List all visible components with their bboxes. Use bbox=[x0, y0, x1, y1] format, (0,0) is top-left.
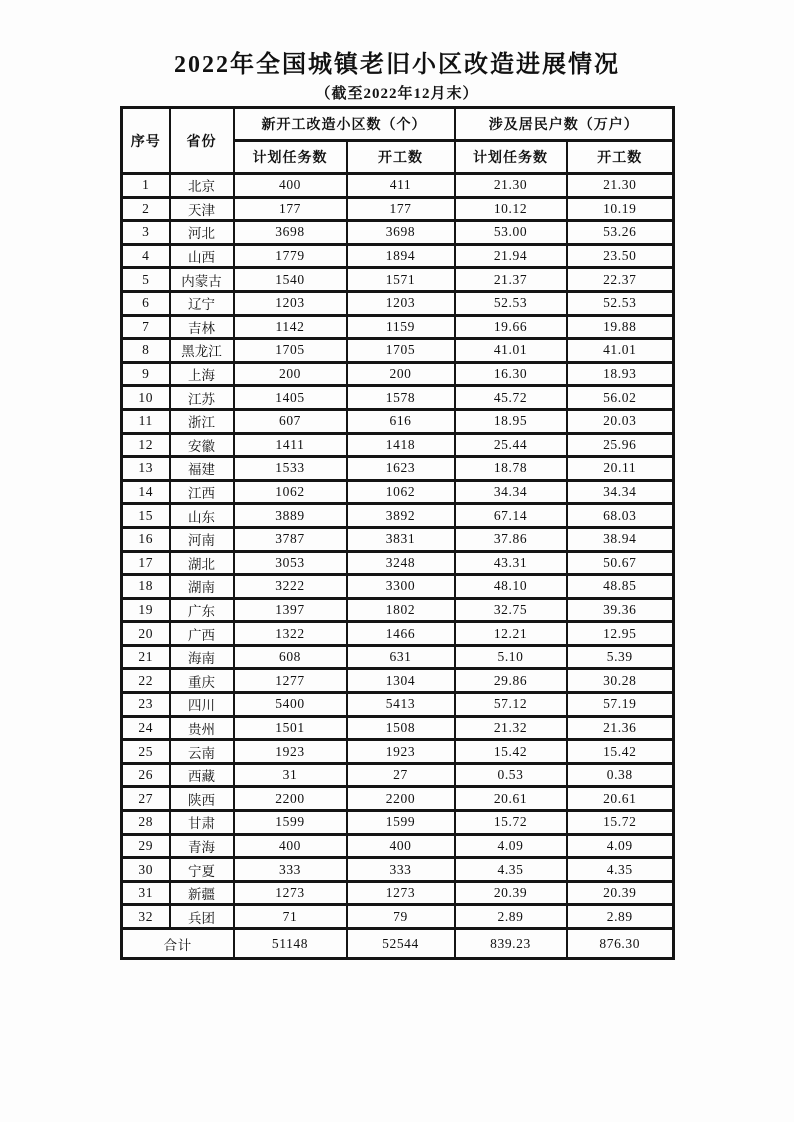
table-row bbox=[122, 834, 674, 858]
table-row bbox=[122, 740, 674, 764]
table-row bbox=[122, 787, 674, 811]
started-districts-value: 2200 bbox=[347, 787, 455, 811]
table-footer bbox=[122, 929, 674, 959]
province-name: 陕西 bbox=[170, 787, 234, 811]
started-districts-value: 1578 bbox=[347, 386, 455, 410]
province-name: 四川 bbox=[170, 693, 234, 717]
table-row bbox=[122, 268, 674, 292]
started-districts-value: 3248 bbox=[347, 551, 455, 575]
started-households-value: 30.28 bbox=[567, 669, 674, 693]
planned-households-value: 21.94 bbox=[455, 244, 567, 268]
table-row bbox=[122, 315, 674, 339]
started-households-value: 0.38 bbox=[567, 763, 674, 787]
planned-households-value: 20.39 bbox=[455, 881, 567, 905]
planned-households-value: 41.01 bbox=[455, 339, 567, 363]
started-districts-value: 200 bbox=[347, 362, 455, 386]
started-households-value: 39.36 bbox=[567, 598, 674, 622]
planned-households-value: 52.53 bbox=[455, 291, 567, 315]
planned-districts-value: 1273 bbox=[234, 881, 347, 905]
planned-districts-value: 1501 bbox=[234, 716, 347, 740]
started-districts-value: 177 bbox=[347, 197, 455, 221]
started-districts-value: 1599 bbox=[347, 811, 455, 835]
started-households-value: 10.19 bbox=[567, 197, 674, 221]
started-households-value: 68.03 bbox=[567, 504, 674, 528]
row-number: 18 bbox=[122, 575, 170, 599]
row-number: 20 bbox=[122, 622, 170, 646]
row-number: 4 bbox=[122, 244, 170, 268]
started-households-value: 19.88 bbox=[567, 315, 674, 339]
started-households-value: 34.34 bbox=[567, 480, 674, 504]
planned-districts-value: 5400 bbox=[234, 693, 347, 717]
started-households-value: 2.89 bbox=[567, 905, 674, 929]
planned-districts-value: 3698 bbox=[234, 221, 347, 245]
started-households-value: 52.53 bbox=[567, 291, 674, 315]
province-name: 山东 bbox=[170, 504, 234, 528]
planned-households-value: 32.75 bbox=[455, 598, 567, 622]
col-header-started-districts: 开工数 bbox=[347, 141, 455, 174]
row-number: 11 bbox=[122, 409, 170, 433]
started-households-value: 57.19 bbox=[567, 693, 674, 717]
row-number: 25 bbox=[122, 740, 170, 764]
table-row bbox=[122, 386, 674, 410]
province-name: 重庆 bbox=[170, 669, 234, 693]
row-number: 5 bbox=[122, 268, 170, 292]
started-districts-value: 1802 bbox=[347, 598, 455, 622]
started-households-value: 18.93 bbox=[567, 362, 674, 386]
row-number: 16 bbox=[122, 527, 170, 551]
started-districts-value: 1418 bbox=[347, 433, 455, 457]
started-districts-value: 1203 bbox=[347, 291, 455, 315]
started-households-value: 53.26 bbox=[567, 221, 674, 245]
started-districts-value: 1571 bbox=[347, 268, 455, 292]
planned-households-value: 45.72 bbox=[455, 386, 567, 410]
started-households-value: 15.72 bbox=[567, 811, 674, 835]
planned-districts-value: 1322 bbox=[234, 622, 347, 646]
row-number: 17 bbox=[122, 551, 170, 575]
started-households-value: 38.94 bbox=[567, 527, 674, 551]
planned-districts-value: 1540 bbox=[234, 268, 347, 292]
province-name: 浙江 bbox=[170, 409, 234, 433]
col-header-planned-households: 计划任务数 bbox=[455, 141, 567, 174]
planned-districts-value: 3889 bbox=[234, 504, 347, 528]
started-households-value: 22.37 bbox=[567, 268, 674, 292]
started-districts-value: 333 bbox=[347, 858, 455, 882]
planned-districts-value: 1277 bbox=[234, 669, 347, 693]
planned-households-value: 5.10 bbox=[455, 645, 567, 669]
table-row bbox=[122, 362, 674, 386]
row-number: 12 bbox=[122, 433, 170, 457]
table-row bbox=[122, 693, 674, 717]
started-districts-value: 400 bbox=[347, 834, 455, 858]
started-households-value: 15.42 bbox=[567, 740, 674, 764]
col-header-province: 省份 bbox=[170, 108, 234, 174]
planned-households-value: 21.37 bbox=[455, 268, 567, 292]
total-started-households: 876.30 bbox=[567, 929, 674, 959]
planned-districts-value: 1411 bbox=[234, 433, 347, 457]
planned-districts-value: 1062 bbox=[234, 480, 347, 504]
planned-households-value: 4.35 bbox=[455, 858, 567, 882]
row-number: 9 bbox=[122, 362, 170, 386]
started-districts-value: 3831 bbox=[347, 527, 455, 551]
planned-households-value: 43.31 bbox=[455, 551, 567, 575]
table-row bbox=[122, 622, 674, 646]
started-households-value: 21.30 bbox=[567, 174, 674, 198]
started-districts-value: 1923 bbox=[347, 740, 455, 764]
table-row bbox=[122, 244, 674, 268]
started-districts-value: 1273 bbox=[347, 881, 455, 905]
total-started-districts: 52544 bbox=[347, 929, 455, 959]
planned-districts-value: 1923 bbox=[234, 740, 347, 764]
row-number: 15 bbox=[122, 504, 170, 528]
total-planned-districts: 51148 bbox=[234, 929, 347, 959]
total-row bbox=[122, 929, 674, 959]
planned-districts-value: 71 bbox=[234, 905, 347, 929]
province-name: 河北 bbox=[170, 221, 234, 245]
started-districts-value: 1508 bbox=[347, 716, 455, 740]
province-name: 宁夏 bbox=[170, 858, 234, 882]
row-number: 10 bbox=[122, 386, 170, 410]
province-name: 贵州 bbox=[170, 716, 234, 740]
started-households-value: 4.35 bbox=[567, 858, 674, 882]
table-row bbox=[122, 291, 674, 315]
province-name: 黑龙江 bbox=[170, 339, 234, 363]
province-name: 山西 bbox=[170, 244, 234, 268]
started-households-value: 50.67 bbox=[567, 551, 674, 575]
table-body bbox=[122, 174, 674, 929]
planned-districts-value: 607 bbox=[234, 409, 347, 433]
col-header-started-households: 开工数 bbox=[567, 141, 674, 174]
row-number: 31 bbox=[122, 881, 170, 905]
planned-households-value: 21.32 bbox=[455, 716, 567, 740]
planned-households-value: 48.10 bbox=[455, 575, 567, 599]
table-row bbox=[122, 221, 674, 245]
planned-households-value: 15.72 bbox=[455, 811, 567, 835]
started-districts-value: 1623 bbox=[347, 457, 455, 481]
planned-districts-value: 3222 bbox=[234, 575, 347, 599]
row-number: 29 bbox=[122, 834, 170, 858]
started-households-value: 20.39 bbox=[567, 881, 674, 905]
province-name: 兵团 bbox=[170, 905, 234, 929]
started-districts-value: 1466 bbox=[347, 622, 455, 646]
row-number: 21 bbox=[122, 645, 170, 669]
planned-districts-value: 3053 bbox=[234, 551, 347, 575]
planned-households-value: 10.12 bbox=[455, 197, 567, 221]
province-name: 天津 bbox=[170, 197, 234, 221]
table-row bbox=[122, 457, 674, 481]
province-name: 内蒙古 bbox=[170, 268, 234, 292]
page-subtitle: （截至2022年12月末） bbox=[315, 86, 479, 102]
started-districts-value: 79 bbox=[347, 905, 455, 929]
started-districts-value: 1062 bbox=[347, 480, 455, 504]
province-name: 湖南 bbox=[170, 575, 234, 599]
started-districts-value: 5413 bbox=[347, 693, 455, 717]
row-number: 27 bbox=[122, 787, 170, 811]
planned-households-value: 2.89 bbox=[455, 905, 567, 929]
planned-households-value: 15.42 bbox=[455, 740, 567, 764]
table-row bbox=[122, 645, 674, 669]
planned-households-value: 0.53 bbox=[455, 763, 567, 787]
planned-districts-value: 1142 bbox=[234, 315, 347, 339]
table-row bbox=[122, 197, 674, 221]
planned-households-value: 12.21 bbox=[455, 622, 567, 646]
started-districts-value: 1159 bbox=[347, 315, 455, 339]
planned-households-value: 53.00 bbox=[455, 221, 567, 245]
planned-districts-value: 1599 bbox=[234, 811, 347, 835]
table-row bbox=[122, 763, 674, 787]
row-number: 3 bbox=[122, 221, 170, 245]
province-name: 安徽 bbox=[170, 433, 234, 457]
planned-districts-value: 333 bbox=[234, 858, 347, 882]
province-name: 湖北 bbox=[170, 551, 234, 575]
planned-households-value: 25.44 bbox=[455, 433, 567, 457]
started-households-value: 25.96 bbox=[567, 433, 674, 457]
table-row bbox=[122, 433, 674, 457]
planned-districts-value: 1397 bbox=[234, 598, 347, 622]
planned-districts-value: 1533 bbox=[234, 457, 347, 481]
started-districts-value: 411 bbox=[347, 174, 455, 198]
started-households-value: 41.01 bbox=[567, 339, 674, 363]
started-households-value: 12.95 bbox=[567, 622, 674, 646]
table-row bbox=[122, 174, 674, 198]
started-households-value: 5.39 bbox=[567, 645, 674, 669]
planned-households-value: 4.09 bbox=[455, 834, 567, 858]
table-row bbox=[122, 716, 674, 740]
row-number: 19 bbox=[122, 598, 170, 622]
page-title: 2022年全国城镇老旧小区改造进展情况 bbox=[174, 52, 620, 78]
planned-households-value: 19.66 bbox=[455, 315, 567, 339]
province-name: 青海 bbox=[170, 834, 234, 858]
started-districts-value: 616 bbox=[347, 409, 455, 433]
row-number: 22 bbox=[122, 669, 170, 693]
province-name: 广西 bbox=[170, 622, 234, 646]
started-districts-value: 27 bbox=[347, 763, 455, 787]
province-name: 西藏 bbox=[170, 763, 234, 787]
col-header-group-households: 涉及居民户数（万户） bbox=[455, 108, 674, 141]
province-name: 甘肃 bbox=[170, 811, 234, 835]
row-number: 2 bbox=[122, 197, 170, 221]
row-number: 24 bbox=[122, 716, 170, 740]
province-name: 福建 bbox=[170, 457, 234, 481]
renovation-progress-table bbox=[120, 106, 675, 960]
table-row bbox=[122, 858, 674, 882]
planned-households-value: 37.86 bbox=[455, 527, 567, 551]
row-number: 8 bbox=[122, 339, 170, 363]
planned-districts-value: 3787 bbox=[234, 527, 347, 551]
header-row-groups bbox=[122, 108, 674, 141]
started-households-value: 23.50 bbox=[567, 244, 674, 268]
started-households-value: 21.36 bbox=[567, 716, 674, 740]
table-row bbox=[122, 409, 674, 433]
province-name: 上海 bbox=[170, 362, 234, 386]
started-districts-value: 1894 bbox=[347, 244, 455, 268]
col-header-group-new-districts: 新开工改造小区数（个） bbox=[234, 108, 455, 141]
planned-districts-value: 1705 bbox=[234, 339, 347, 363]
table-row bbox=[122, 575, 674, 599]
started-households-value: 56.02 bbox=[567, 386, 674, 410]
total-label: 合计 bbox=[122, 929, 234, 959]
table-row bbox=[122, 339, 674, 363]
table-row bbox=[122, 598, 674, 622]
province-name: 吉林 bbox=[170, 315, 234, 339]
planned-households-value: 21.30 bbox=[455, 174, 567, 198]
table-row bbox=[122, 905, 674, 929]
planned-districts-value: 1779 bbox=[234, 244, 347, 268]
planned-households-value: 20.61 bbox=[455, 787, 567, 811]
started-households-value: 48.85 bbox=[567, 575, 674, 599]
started-districts-value: 1304 bbox=[347, 669, 455, 693]
row-number: 32 bbox=[122, 905, 170, 929]
table-row bbox=[122, 480, 674, 504]
started-households-value: 20.61 bbox=[567, 787, 674, 811]
row-number: 6 bbox=[122, 291, 170, 315]
province-name: 北京 bbox=[170, 174, 234, 198]
planned-districts-value: 177 bbox=[234, 197, 347, 221]
planned-households-value: 29.86 bbox=[455, 669, 567, 693]
total-planned-households: 839.23 bbox=[455, 929, 567, 959]
row-number: 30 bbox=[122, 858, 170, 882]
planned-districts-value: 400 bbox=[234, 834, 347, 858]
province-name: 广东 bbox=[170, 598, 234, 622]
table-row bbox=[122, 504, 674, 528]
started-districts-value: 1705 bbox=[347, 339, 455, 363]
row-number: 14 bbox=[122, 480, 170, 504]
started-districts-value: 3892 bbox=[347, 504, 455, 528]
col-header-index: 序号 bbox=[122, 108, 170, 174]
planned-households-value: 18.78 bbox=[455, 457, 567, 481]
planned-households-value: 18.95 bbox=[455, 409, 567, 433]
row-number: 26 bbox=[122, 763, 170, 787]
table-header bbox=[122, 108, 674, 174]
row-number: 7 bbox=[122, 315, 170, 339]
row-number: 28 bbox=[122, 811, 170, 835]
planned-districts-value: 2200 bbox=[234, 787, 347, 811]
planned-households-value: 67.14 bbox=[455, 504, 567, 528]
province-name: 江西 bbox=[170, 480, 234, 504]
started-households-value: 20.11 bbox=[567, 457, 674, 481]
province-name: 云南 bbox=[170, 740, 234, 764]
planned-districts-value: 200 bbox=[234, 362, 347, 386]
planned-households-value: 16.30 bbox=[455, 362, 567, 386]
planned-districts-value: 1203 bbox=[234, 291, 347, 315]
planned-districts-value: 400 bbox=[234, 174, 347, 198]
table-row bbox=[122, 881, 674, 905]
planned-districts-value: 1405 bbox=[234, 386, 347, 410]
table-row bbox=[122, 811, 674, 835]
table-row bbox=[122, 669, 674, 693]
planned-households-value: 34.34 bbox=[455, 480, 567, 504]
province-name: 新疆 bbox=[170, 881, 234, 905]
province-name: 辽宁 bbox=[170, 291, 234, 315]
started-districts-value: 3698 bbox=[347, 221, 455, 245]
col-header-planned-districts: 计划任务数 bbox=[234, 141, 347, 174]
started-districts-value: 631 bbox=[347, 645, 455, 669]
table-row bbox=[122, 551, 674, 575]
row-number: 13 bbox=[122, 457, 170, 481]
row-number: 1 bbox=[122, 174, 170, 198]
started-households-value: 20.03 bbox=[567, 409, 674, 433]
planned-districts-value: 31 bbox=[234, 763, 347, 787]
row-number: 23 bbox=[122, 693, 170, 717]
planned-districts-value: 608 bbox=[234, 645, 347, 669]
province-name: 江苏 bbox=[170, 386, 234, 410]
table-row bbox=[122, 527, 674, 551]
province-name: 河南 bbox=[170, 527, 234, 551]
province-name: 海南 bbox=[170, 645, 234, 669]
planned-households-value: 57.12 bbox=[455, 693, 567, 717]
started-districts-value: 3300 bbox=[347, 575, 455, 599]
started-households-value: 4.09 bbox=[567, 834, 674, 858]
